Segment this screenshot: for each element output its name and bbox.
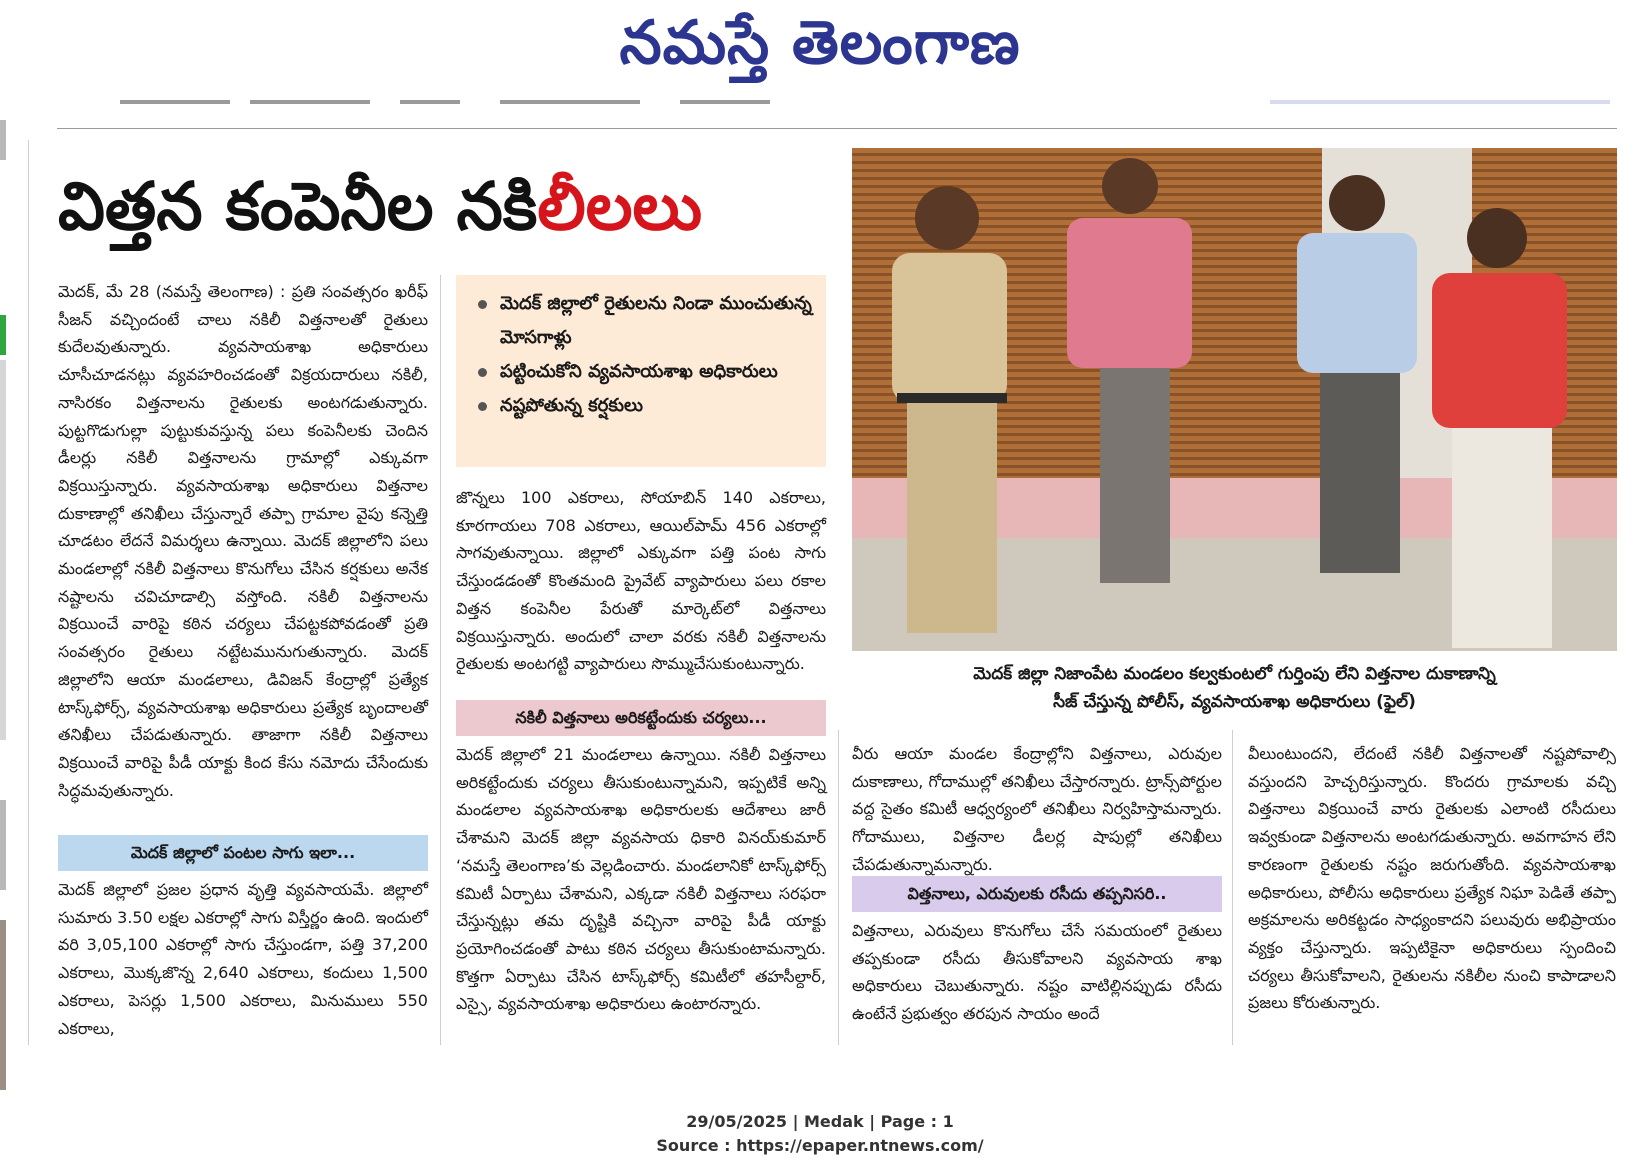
headline-accent: లీలలు — [537, 168, 703, 245]
article-column-1 — [58, 278, 428, 804]
adjacent-page-edge — [0, 100, 8, 1000]
article-column-1-cont — [58, 876, 428, 1042]
article-paragraph: మెదక్ జిల్లాలో ప్రజల ప్రధాన వృత్తి వ్యవసాయమే. జిల్లాలో సుమారు 3.50 లక్షల ఎకరాల్లో సాగు విస్తీర్ణం ఉంది. ఇందులో వరి 3,05,100 ఎకరాల్లో సాగు చేస్తుండగా, పత్తి 37,200 ఎకరాలు, మొక్కజొన్న 2,640 ఎకరాలు, కందులు 1,500 ఎకరాలు, పెసర్లు 1,500 ఎకరాలు, మినుములు 550 ఎకరాలు, — [58, 880, 428, 1038]
article-paragraph: జొన్నలు 100 ఎకరాలు, సోయాబిన్ 140 ఎకరాలు, కూరగాయలు 708 ఎకరాలు, ఆయిల్‌పామ్ 456 ఎకరాల్లో సాగవుతున్నాయి. జిల్లాలో ఎక్కువగా పత్తి పంట సాగు చేస్తుండడంతో కొంతమంది ప్రైవేట్ వ్యాపారులు పలు రకాల విత్తన కంపెనీల పేరుతో మార్కెట్‌లో విత్తనాలు విక్రయిస్తున్నారు. అందులో చాలా వరకు నకిలీ విత్తనాలను రైతులకు అంటగట్టి వ్యాపారులు సొమ్ముచేసుకుంటున్నారు. — [456, 488, 826, 674]
subheading-receipts: విత్తనాలు, ఎరువులకు రసీదు తప్పనిసరి.. — [852, 876, 1222, 912]
column-rule-1 — [440, 275, 441, 1045]
news-photo — [852, 148, 1617, 651]
article-paragraph: వీలుంటుందని, లేదంటే నకిలీ విత్తనాలతో నష్టపోవాల్సి వస్తుందని హెచ్చరిస్తున్నారు. కొందరు గ్రామాలకు వచ్చి విత్తనాలు విక్రయించే వారు రైతులకు ఎలాంటి రసీదులు ఇవ్వకుండా విత్తనాలను అంటగడుతున్నారు. అవగాహన లేని కారణంగా రైతులకు నష్టం జరుగుతోంది. వ్యవసాయశాఖ అధికారులు, పోలీసు అధికారులు ప్రత్యేక నిఘా పెడితే తప్పా అక్రమాలను అరికట్టడం సాధ్యంకాదని పలువురు అభిప్రాయం వ్యక్తం చేస్తున్నారు. ఇప్పటికైనా అధికారులు స్పందించి చర్యలు తీసుకోవాలని, రైతులను నకిలీల నుంచి కాపాడాలని ప్రజలు కోరుతున్నారు. — [1248, 744, 1616, 1013]
edition-info: 29/05/2025 | Medak | Page : 1 — [686, 1112, 954, 1131]
highlight-item: మెదక్ జిల్లాలో రైతులను నిండా ముంచుతున్న మోసగాళ్లు — [474, 287, 816, 355]
headline — [58, 168, 702, 261]
article-column-4 — [1248, 740, 1616, 1017]
masthead-strip — [120, 100, 1610, 108]
photo-caption — [852, 660, 1617, 716]
article-paragraph: విత్తనాలు, ఎరువులు కొనుగోలు చేసే సమయంలో రైతులు తప్పకుండా రసీదు తీసుకోవాలని వ్యవసాయ శాఖ అధికారులు చెబుతున్నారు. నష్టం వాటిల్లినప్పుడు రసీదు ఉంటేనే ప్రభుత్వం తరపున సాయం అందే — [852, 921, 1222, 1024]
article-column-3 — [852, 740, 1222, 879]
subheading-crop-cultivation: మెదక్ జిల్లాలో పంటల సాగు ఇలా... — [58, 835, 428, 871]
subheading-measures: నకిలీ విత్తనాలు అరికట్టేందుకు చర్యలు... — [456, 700, 826, 736]
article-paragraph: వీరు ఆయా మండల కేంద్రాల్లోని విత్తనాలు, ఎరువుల దుకాణాలు, గోదాముల్లో తనిఖీలు చేస్తారన్నారు. ట్రాన్స్‌పోర్టుల వద్ద సైతం కమిటీ ఆధ్వర్యంలో తనిఖీలు నిర్వహిస్తామన్నారు. గోదాములు, విత్తనాల డీలర్ల షాపుల్లో తనిఖీలు చేపడుతున్నామన్నారు. — [852, 744, 1222, 874]
highlight-item: నష్టపోతున్న కర్షకులు — [474, 389, 816, 423]
newspaper-masthead: నమస్తే తెలంగాణ — [619, 8, 1021, 78]
article-column-2-cont — [456, 741, 826, 1018]
source-link[interactable]: Source : https://epaper.ntnews.com/ — [656, 1136, 984, 1155]
photo-caption-line: మెదక్ జిల్లా నిజాంపేట మండలం కల్వకుంటలో గుర్తింపు లేని విత్తనాల దుకాణాన్ని — [973, 664, 1496, 684]
article-paragraph: మెదక్ జిల్లాలో 21 మండలాలు ఉన్నాయి. నకిలీ విత్తనాలు అరికట్టేందుకు చర్యలు తీసుకుంటున్నామని, ఇప్పటికే అన్ని మండలాల వ్యవసాయశాఖ అధికారులకు ఆదేశాలు జారీ చేశామని మెదక్ జిల్లా వ్యవసాయ ధికారి వినయ్‌కుమార్ ‘నమస్తే తెలంగాణ’కు వెల్లడించారు. మండలానికో టాస్క్‌ఫోర్స్ కమిటీ ఏర్పాటు చేశామని, ఎక్కడా నకిలీ విత్తనాలు సరఫరా చేస్తున్నట్లు తమ దృష్టికి వచ్చినా వారిపై పీడీ యాక్టు ప్రయోగించడంతో పాటు కఠిన చర్యలు తీసుకుంటామన్నారు. కొత్తగా ఏర్పాటు చేసిన టాస్క్‌ఫోర్స్ కమిటీలో తహసీల్దార్, ఎస్సై, వ్యవసాయశాఖ అధికారులు ఉంటారన్నారు. — [456, 745, 826, 1014]
bullet-icon — [478, 300, 487, 309]
column-rule-2 — [838, 730, 839, 1045]
photo-caption-line: సీజ్ చేస్తున్న పోలీస్, వ్యవసాయశాఖ అధికారులు (ఫైల్) — [1053, 692, 1416, 712]
bullet-icon — [478, 368, 487, 377]
article-column-3-cont — [852, 917, 1222, 1028]
highlight-item: పట్టించుకోని వ్యవసాయశాఖ అధికారులు — [474, 355, 816, 389]
bullet-icon — [478, 402, 487, 411]
column-rule-3 — [1232, 730, 1233, 1045]
article-column-2 — [456, 484, 826, 678]
top-divider — [57, 128, 1617, 129]
headline-main: విత్తన కంపెనీల నకి — [58, 168, 538, 245]
article-paragraph: మెదక్, మే 28 (నమస్తే తెలంగాణ) : ప్రతి సంవత్సరం ఖరీఫ్ సీజన్ వచ్చిందంటే చాలు నకిలీ విత్తనాలతో రైతులు కుదేలవుతున్నారు. వ్యవసాయశాఖ అధికారులు చూసీచూడనట్లు వ్యవహరించడంతో విక్రయదారులు నకిలీ, నాసిరకం విత్తనాలను రైతులకు అంటగడుతున్నారు. పుట్టగొడుగుల్లా పుట్టుకువస్తున్న పలు కంపెనీలకు చెందిన డీలర్లు నకిలీ విత్తనాలను గ్రామాల్లో ఎక్కువగా విక్రయిస్తున్నారు. వ్యవసాయశాఖ అధికారులు విత్తనాల దుకాణాల్లో తనిఖీలు చేస్తున్నారే తప్పా గ్రామాల వైపు కన్నెత్తి చూడటం లేదనే విమర్శలు ఉన్నాయి. మెదక్ జిల్లాలోని పలు మండలాల్లో నకిలీ విత్తనాలు కొనుగోలు చేసిన కర్షకులు అనేక నష్టాలను చవిచూడాల్సి వస్తోంది. నకిలీ విత్తనాలను విక్రయించే వారిపై కఠిన చర్యలు చేపట్టకపోవడంతో ప్రతి సంవత్సరం రైతులు నట్టేటమునుగుతున్నారు. మెదక్ జిల్లాలోని ఆయా మండలాలు, డివిజన్ కేంద్రాల్లో ప్రత్యేక టాస్క్‌ఫోర్స్, వ్యవసాయశాఖ అధికారులు ప్రత్యేక బృందాలతో తనిఖీలు చేపడుతున్నారు. తాజాగా నకిలీ విత్తనాలు విక్రయించే వారిపై పీడీ యాక్టు కింద కేసు నమోదు చేసేందుకు సిద్ధమవుతున్నారు. — [58, 282, 428, 800]
highlights-box — [456, 275, 826, 467]
column-rule-left — [28, 140, 29, 1045]
